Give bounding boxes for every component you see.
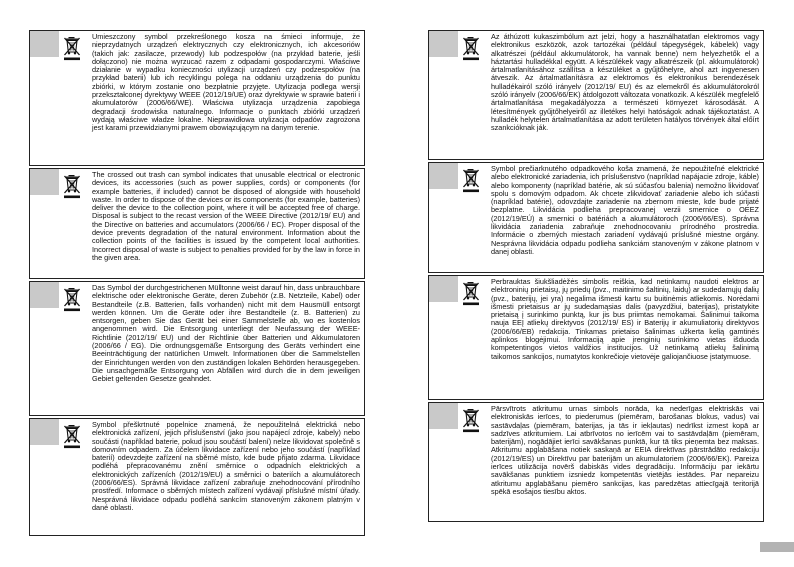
disposal-notice-english xyxy=(29,168,365,279)
crossed-out-bin-icon xyxy=(462,35,480,61)
crossed-out-bin-icon xyxy=(63,173,81,199)
disposal-notice-czech xyxy=(29,418,365,536)
section-tab xyxy=(30,282,59,308)
notice-text: The crossed out trash can symbol indicates that unusable electrical or electronic devices, its accessories (such as power supplies, cords) or components (for example batteries, if included) cannot be disposed of alongside with household waste. In order to dispose of the devices or its components (for example, batteries) deliver the device to the collection point, where it will be accepted free of charge. Disposal is subject to the recast version of the WEEE Directive (2012/19/ EU) and the Directive on batteries and accumulators (2006/66 / EC). Proper disposal of the device prevents degradation of the natural environment. Information about the collection points of the facilities is issued by the competent local authorities. Incorrect disposal of waste is subject to penalties provided for by the law in force in the given area. xyxy=(92,170,360,262)
disposal-notice-hungarian xyxy=(428,30,764,160)
section-tab xyxy=(429,163,458,189)
notice-text: Pārsvītrots atkritumu urnas simbols norāda, ka nederīgas elektriskās vai elektroniskās ierīces, to piederumus (piemēram, barošanas blokus, vadus) vai sastāvdaļas (piemēram, baterijas, ja tās ir iekļautas) nedrīkst izmest kopā ar sadzīves atkritumiem. Lai atbrīvotos no ierīcēm vai to sastāvdaļām (piemēram, baterijām), nogādājiet ierīci savākšanas punktā, kur tā tiks pieņemta bez maksas. Atkritumu apglabāšana notiek saskaņā ar EEIA direktīvas pārstrādāto redakciju (2012/19/ES) un Direktīvu par baterijām un akumulatoriem (2006/66/EK). Pareiza ierīces utilizācija novērš dabiskās vides degradāciju. Informāciju par iekārtu savākšanas punktiem izsniedz kompetentās vietējās iestādes. Par nepareizu atkritumu apglabāšanu piemēro sankcijas, kas paredzētas attiecīgajā teritorijā spēkā esošajos tiesību aktos. xyxy=(491,404,759,496)
disposal-notice-german xyxy=(29,281,365,416)
disposal-notice-latvian xyxy=(428,402,764,522)
disposal-notice-slovak xyxy=(428,162,764,273)
page-corner-tab xyxy=(760,542,794,552)
crossed-out-bin-icon xyxy=(63,35,81,61)
crossed-out-bin-icon xyxy=(63,423,81,449)
section-tab xyxy=(30,419,59,445)
crossed-out-bin-icon xyxy=(462,407,480,433)
right-column xyxy=(428,30,764,524)
section-tab xyxy=(30,169,59,195)
section-tab xyxy=(429,276,458,302)
left-column xyxy=(29,30,365,538)
notice-text: Das Symbol der durchgestrichenen Mülltonne weist darauf hin, dass unbrauchbare elektrische oder elektronische Geräte, deren Zubehör (z.B. Netzteile, Kabel) oder Bestandteile (z.B. Batterien, falls vorhanden) nicht mit dem Hausmüll entsorgt werden können. Um die Geräte oder ihre Bestandteile (z. B. Batterien) zu entsorgen, geben Sie das Gerät bei einer Sammelstelle ab, wo es kostenlos angenommen wird. Die Entsorgung unterliegt der Neufassung der WEEE-Richtlinie (2012/19/ EU) und der Richtlinie über Batterien und Akkumulatoren (2006/66 / EG). Die ordnungsgemäße Entsorgung des Geräts verhindert eine Beeinträchtigung der natürlichen Umwelt. Informationen über die Sammelstellen der Einrichtungen werden von den zuständigen lokalen Behörden herausgegeben. Die unsachgemäße Entsorgung von Abfällen wird durch die in dem jeweiligen Gebiet geltenden Gesetze geahndet. xyxy=(92,283,360,384)
section-tab xyxy=(30,31,59,57)
crossed-out-bin-icon xyxy=(462,167,480,193)
crossed-out-bin-icon xyxy=(63,286,81,312)
notice-text: Umieszczony symbol przekreślonego kosza na śmieci informuje, że nieprzydatnych urządzeń elektrycznych czy elektronicznych, ich akcesoriów (takich jak: zasilacze, przewody) lub podzespołów (na przykład baterie, jeśli dołączono) nie można wyrzucać razem z odpadami gospodarczymi. Właściwe działanie w wypadku konieczności utylizacji urządzeń czy podzespołów (na przykład baterii) lub ich recyklingu polega na oddaniu urządzenia do punktu zbiórki, w którym zostanie ono bezpłatnie przyjęte. Utylizacja podlega wersji przekształconej dyrektywy WEEE (2012/19/UE) oraz dyrektywie w sprawie baterii i akumulatorów (2006/66/WE). Właściwa utylizacja urządzenia zapobiega degradacji środowiska naturalnego. Informacje o punktach zbiórki urządzeń wydają właściwe władze lokalne. Nieprawidłowa utylizacja odpadów zagrożona jest karami przewidzianymi prawem obowiązującym na danym terenie. xyxy=(92,32,360,133)
notice-text: Symbol přeškrtnuté popelnice znamená, že nepoužitelná elektrická nebo elektronická zařízení, jejich příslušenství (jako jsou napájecí zdroje, kabely) nebo součásti (například baterie, pokud jsou součástí balení) nelze likvidovat společně s domovním odpadem. Za účelem likvidace zařízení nebo jeho součástí (například baterií) odevzdejte zařízení na sběrné místo, kde bude přijato zdarma. Likvidace podléhá přepracovanému znění směrnice o odpadních elektrických a elektronických zařízeních (2012/19/EU) a směrnici o bateriích a akumulátorech (2006/66/ES). Správná likvidace zařízení zabraňuje znehodnocování přírodního prostředí. Informace o sběrných místech zařízení vydávají příslušné místní úřady. Nesprávná likvidace odpadu podléhá sankcím stanoveným zákonem platným v dané oblasti. xyxy=(92,420,360,512)
notice-text: Symbol prečiarknutého odpadkového koša znamená, že nepoužiteľné elektrické alebo elektronické zariadenia, ich príslušenstvo (napríklad napájacie zdroje, káble) alebo komponenty (napríklad batérie, ak sú súčasťou balenia) nemožno likvidovať spolu s domovým odpadom. Ak chcete zlikvidovať zariadenie alebo ich súčasti (napríklad batérie), odovzdajte zariadenie na zbernom mieste, kde bude prijaté bezplatne. Likvidácia podlieha prepracovanej verzii smernice o OEEZ (2012/19/EÚ) a smernici o batériách a akumulátoroch (2006/66/ES). Správna likvidácia zariadenia zabraňuje znehodnocovaniu prírodného prostredia. Informácie o zberných miestach zariadení vydávajú príslušné miestne orgány. Nesprávna likvidácia odpadu podlieha sankciám stanoveným v zákone platnom v danej oblasti. xyxy=(491,164,759,256)
notice-text: Az áthúzott kukaszimbólum azt jelzi, hogy a használhatatlan elektromos vagy elektronikus eszközök, azok tartozékai (például tápegységek, kábelek) vagy alkatrészei (például akkumulátorok, ha vannak benne) nem helyezhetők el a háztartási hulladékkal együtt. A készülékek vagy alkatrészeik (pl. akkumulátorok) ártalmatlanításához szállítsa a készüléket a gyűjtőhelyre, ahol azt ingyenesen átveszik. Az ártalmatlanításra az elektromos és elektronikus berendezések hulladékairól szóló irányelv (2012/19/ EU) és az elemekről és akkumulátorokról szóló irányelv (2006/66/EK) átdolgozott változata vonatkozik. A készülék megfelelő ártalmatlanítása megakadályozza a természeti környezet károsodását. A létesítmények gyűjtőhelyeiről az illetékes helyi hatóságok adnak tájékoztatást. A hulladék helytelen ártalmatlanítása az adott területen hatályos törvények által előírt szankcióknak ják. xyxy=(491,32,759,133)
section-tab xyxy=(429,31,458,57)
disposal-notice-polish xyxy=(29,30,365,166)
section-tab xyxy=(429,403,458,429)
notice-text: Perbrauktas šiukšliadėžės simbolis reiškia, kad netinkamų naudoti elektros ar elektroninių prietaisų, jų priedų (pvz., maitinimo šaltinių, laidų) ar sudedamųjų dalių (pvz., baterijų, jei yra) negalima išmesti kartu su buitinėmis atliekomis. Norėdami išmesti prietaisus ar jų sudedamąsias dalis (pavyzdžiui, baterijas), pristatykite prietaisą į surinkimo punktą, kur jis bus priimtas nemokamai. Šalinimui taikoma nauja EEĮ atliekų direktyvos (2012/19/ ES) ir Baterijų ir akumuliatorių direktyvos (2006/66/EB) redakcija. Tinkamas prietaiso šalinimas užkerta kelią gamtinės aplinkos blogėjimui. Informaciją apie įrenginių surinkimo vietas išduoda kompetentingos vietos valdžios institucijos. Už netinkamą atliekų šalinimą taikomos sankcijos, numatytos konkrečioje vietovėje galiojančiuose įstatymuose. xyxy=(491,277,759,361)
disposal-notice-lithuanian xyxy=(428,275,764,400)
crossed-out-bin-icon xyxy=(462,280,480,306)
